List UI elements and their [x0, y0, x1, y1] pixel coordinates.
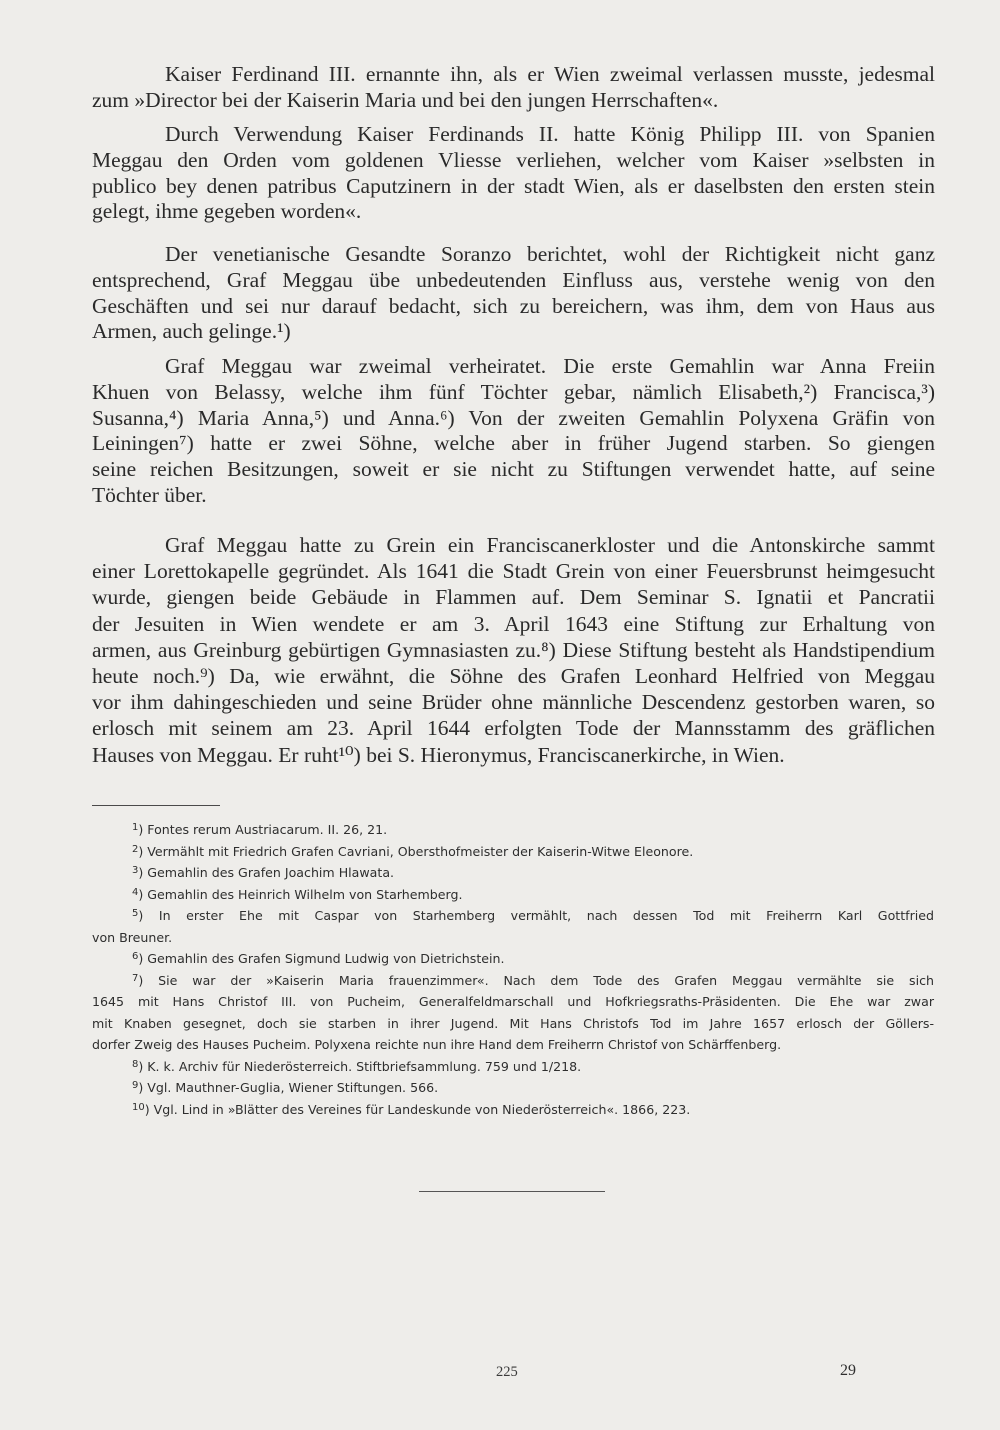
footnote-first-line	[92, 1077, 934, 1099]
footnote-marker: 4	[132, 886, 139, 898]
text-line: Töchter über.	[92, 482, 207, 507]
footnote-first-line	[92, 841, 934, 863]
footnote-first-line	[92, 1099, 934, 1121]
footnote-text: In erster Ehe mit Caspar von Starhemberg vermählt, nach dessen Tod mit Freiherrn Karl Gottfried	[158, 908, 934, 923]
text-line: Graf Meggau war zweimal verheiratet. Die erste Gemahlin war Anna Freiin	[165, 354, 935, 378]
footnote-line: mit Knaben gesegnet, doch sie starben in ihrer Jugend. Mit Hans Christofs Tod im Jahre 1657 erlosch der Göllers-	[92, 1015, 934, 1031]
footnote-marker: 2	[132, 843, 139, 855]
footnote-marker: 1	[132, 822, 139, 833]
text-line: zum »Director bei der Kaiserin Maria und bei den jungen Herrschaften«.	[92, 87, 719, 112]
footnote-marker: 8	[132, 1058, 139, 1070]
text-line: Kaiser Ferdinand III. ernannte ihn, als er Wien zweimal verlassen musste, jedesmal	[165, 62, 935, 86]
text-line: Graf Meggau hatte zu Grein ein Franciscanerkloster und die Antonskirche sammt	[165, 533, 935, 557]
footnote-line: 1645 mit Hans Christof III. von Pucheim, Generalfeldmarschall und Hofkriegsraths-Präsidenten. Die Ehe war zwar	[92, 994, 934, 1009]
footnote	[92, 948, 934, 970]
footnote-first-line	[92, 862, 934, 884]
footnote-paren: )	[138, 822, 148, 837]
text-line: Meggau den Orden vom goldenen Vliesse verliehen, welcher vom Kaiser »selbsten in	[92, 147, 935, 172]
paragraph	[92, 354, 935, 509]
footnote-paren: )	[144, 1101, 154, 1117]
footnote-line: dorfer Zweig des Hauses Pucheim. Polyxena reichte nun ihre Hand dem Freiherrn Christof von Schärffenberg.	[92, 1037, 782, 1052]
text-line: wurde, giengen beide Gebäude in Flammen auf. Dem Seminar S. Ignatii et Pancratii	[92, 585, 935, 610]
footnote-paren: )	[138, 865, 148, 880]
text-line: Leiningen⁷) hatte er zwei Söhne, welche aber in früher Jugend starben. So giengen	[92, 431, 935, 456]
footnote	[92, 884, 934, 906]
paragraph	[92, 122, 935, 225]
text-line: erlosch mit seinem am 23. April 1644 erfolgten Tode der Mannsstamm des gräflichen	[92, 716, 935, 741]
text-line: Khuen von Belassy, welche ihm fünf Töchter gebar, nämlich Elisabeth,²) Francisca,³)	[92, 379, 935, 404]
footnote	[92, 1077, 934, 1099]
text-line: seine reichen Besitzungen, soweit er sie nicht zu Stiftungen verwendet hatte, auf seine	[92, 457, 935, 482]
text-line: Geschäften und sei nur darauf bedacht, sich zu bereichern, was ihm, dem von Haus aus	[92, 293, 935, 318]
footnote-marker: 3	[132, 865, 139, 876]
footnote-text: Vgl. Mauthner-Guglia, Wiener Stiftungen. 566.	[147, 1080, 439, 1095]
text-line: vor ihm dahingeschieden und seine Brüder ohne männliche Descendenz gestorben waren, so	[92, 690, 935, 715]
footnote-paren: )	[138, 908, 159, 923]
footnote-first-line	[92, 819, 934, 841]
paragraph	[92, 62, 935, 114]
footnote-first-line	[92, 970, 934, 992]
footnote-paren: )	[138, 1058, 148, 1074]
footnote-text: Vermählt mit Friedrich Grafen Cavriani, Obersthofmeister der Kaiserin-Witwe Eleonore.	[147, 843, 694, 859]
page-number-center: 225	[496, 1364, 518, 1380]
footnote-text: Gemahlin des Heinrich Wilhelm von Starhemberg.	[147, 886, 463, 902]
footnote-line: von Breuner.	[92, 929, 173, 945]
footnotes	[92, 819, 934, 1120]
footnote	[92, 819, 934, 841]
footnote	[92, 905, 934, 948]
footnote	[92, 970, 934, 1056]
paragraph	[92, 532, 935, 768]
text-line: heute noch.⁹) Da, wie erwähnt, die Söhne des Grafen Leonhard Helfried von Meggau	[92, 663, 935, 688]
footnote-marker: 6	[132, 951, 139, 962]
end-divider	[419, 1191, 605, 1192]
footnote-marker: 9	[132, 1080, 139, 1091]
footnote-first-line	[92, 1056, 934, 1078]
footnote-divider	[92, 805, 220, 806]
text-line: gelegt, ihme gegeben worden«.	[92, 199, 362, 224]
text-line: Durch Verwendung Kaiser Ferdinands II. hatte König Philipp III. von Spanien	[165, 122, 935, 146]
footnote-paren: )	[138, 951, 148, 966]
footnote	[92, 841, 934, 863]
footnote-marker: 5	[132, 908, 139, 919]
footnote	[92, 1056, 934, 1078]
text-line: Susanna,⁴) Maria Anna,⁵) und Anna.⁶) Von der zweiten Gemahlin Polyxena Gräfin von	[92, 405, 935, 430]
page-number-right: 29	[840, 1362, 856, 1379]
footnote-marker: 7	[132, 972, 139, 984]
footnote-first-line	[92, 948, 934, 970]
footnote	[92, 1099, 934, 1121]
paragraph	[92, 242, 935, 345]
footnote-text: Gemahlin des Grafen Joachim Hlawata.	[147, 865, 395, 880]
footnote-text: K. k. Archiv für Niederösterreich. Stiftbriefsammlung. 759 und 1/218.	[147, 1058, 582, 1074]
text-line: Hauses von Meggau. Er ruht¹⁰) bei S. Hieronymus, Franciscanerkirche, in Wien.	[92, 742, 785, 767]
footnote-marker: 10	[132, 1101, 145, 1113]
footnote-paren: )	[138, 843, 148, 859]
footnote-text: Sie war der »Kaiserin Maria frauenzimmer«. Nach dem Tode des Grafen Meggau vermählte sie sich	[158, 972, 934, 988]
footnote-first-line	[92, 884, 934, 906]
footnote-paren: )	[138, 1080, 148, 1095]
text-line: Der venetianische Gesandte Soranzo berichtet, wohl der Richtigkeit nicht ganz	[165, 242, 935, 266]
text-line: einer Lorettokapelle gegründet. Als 1641 die Stadt Grein von einer Feuersbrunst heimgesucht	[92, 559, 935, 584]
footnote-paren: )	[138, 886, 148, 902]
text-line: armen, aus Greinburg gebürtigen Gymnasiasten zu.⁸) Diese Stiftung besteht als Handstipendium	[92, 637, 935, 662]
footnote-text: Fontes rerum Austriacarum. II. 26, 21.	[147, 822, 388, 837]
footnote	[92, 862, 934, 884]
text-line: entsprechend, Graf Meggau übe unbedeutenden Einfluss aus, verstehe wenig von den	[92, 267, 935, 292]
footnote-text: Vgl. Lind in »Blätter des Vereines für Landeskunde von Niederösterreich«. 1866, 223.	[153, 1101, 691, 1117]
text-line: Armen, auch gelinge.¹)	[92, 319, 291, 344]
footnote-first-line	[92, 905, 934, 927]
footnote-text: Gemahlin des Grafen Sigmund Ludwig von Dietrichstein.	[147, 951, 505, 966]
footnote-paren: )	[138, 972, 159, 988]
text-line: der Jesuiten in Wien wendete er am 3. April 1643 eine Stiftung zur Erhaltung von	[92, 611, 935, 636]
text-line: publico bey denen patribus Caputzinern in der stadt Wien, als er daselbsten den ersten stein	[92, 173, 935, 198]
